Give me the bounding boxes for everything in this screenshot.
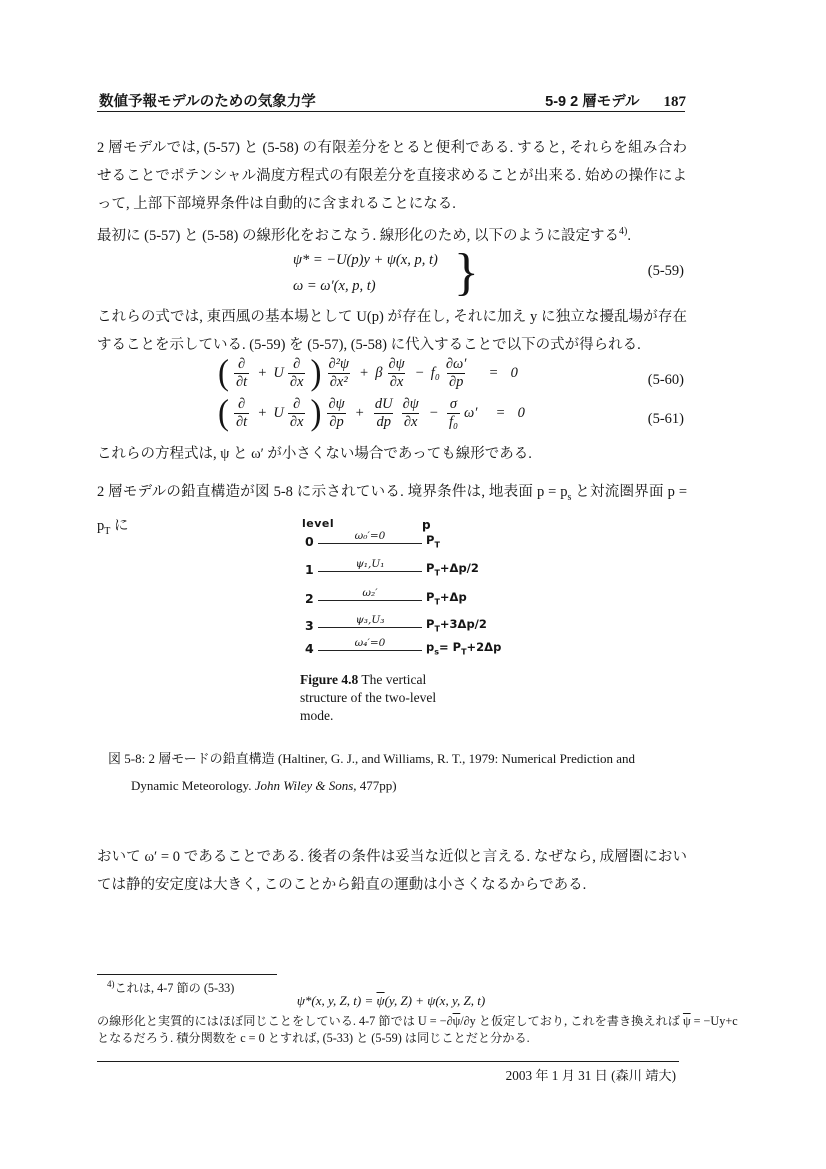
subscript-T: T (104, 525, 111, 537)
fraction-dx: $\frac{\partial}{\partial x}$ (289, 396, 304, 431)
equation-number-5-61: (5-61) (647, 411, 684, 427)
paragraph-linear-remark: これらの方程式は, ψ と ω′ が小さくない場合であっても線形である. (97, 446, 532, 462)
equation-body (293, 247, 438, 299)
section-title: 5-9 2 層モデル (545, 94, 640, 110)
plus-operator: + (360, 365, 369, 382)
figure-level-row-1 (305, 550, 479, 577)
paragraph-linearization (97, 218, 687, 250)
figure-caption-ja-line2: Dynamic Meteorology. John Wiley & Sons, 477pp) (131, 778, 397, 793)
paragraph-boundary-condition: おいて ω′ = 0 であることである. 後者の条件は妥当な近似と言える. なぜなら, 成層圏においては静的安定度は大きく, このことから鉛直の運動は小さくなるからである. (97, 849, 687, 893)
footnote-body-line1: の線形化と実質的にはほぼ同じことをしている. 4-7 節では $U = -\partial\overline{\psi}/\partial y$ と仮定しており, これを書き換えれば $\overline{\psi} = -Uy+c$ (97, 1014, 738, 1028)
level-number: 0 (305, 534, 314, 549)
level-variable-label: ψ₁,U₁ (355, 558, 385, 570)
equation-line-omega: ω = ω′(x, p, t) (293, 278, 376, 294)
paragraph-segment: に (110, 517, 129, 534)
level-number: 1 (305, 562, 314, 577)
variable-omega-prime: ω′ (464, 405, 478, 422)
pressure-label: $P_T$ (426, 532, 440, 549)
figure-axis-label-p: p (422, 518, 431, 532)
right-brace: } (453, 244, 479, 301)
psi-bar: $\overline{\psi}$ (682, 1014, 691, 1028)
figure-number-label: Figure 4.8 (300, 672, 359, 687)
level-number: 2 (305, 591, 314, 606)
fraction-dpsi-dx: $\frac{\partial\psi}{\partial x}$ (402, 396, 419, 431)
level-line (318, 521, 422, 544)
page-header-right (545, 90, 686, 111)
variable-f0: f₀ (430, 365, 440, 382)
minus-operator: − (415, 365, 424, 382)
minus-operator: − (429, 405, 438, 422)
paragraph-finite-difference: 2 層モデルでは, (5-57) と (5-58) の有限差分をとると便利である. すると, それらを組み合わせることでポテンシャル渦度方程式の有限差分を直接求めることが出来る. 始めの操作によって, 上部下部境界条件は自動的に含まれることになる. (97, 140, 687, 212)
equation-5-60 (216, 353, 519, 394)
open-paren: ( (218, 393, 229, 434)
variable-U: U (273, 405, 284, 422)
close-paren: ) (310, 393, 322, 434)
psi-bar: $\overline{\psi}$ (452, 1014, 461, 1028)
psi-bar: $\overline{\psi}$ (376, 993, 385, 1008)
subscript-s: s (567, 491, 572, 503)
caption-line: Figure 4.8 The vertical (300, 672, 427, 687)
footnote-intro: $^{4)}$これは, 4-7 節の (5-33) (107, 979, 235, 996)
rhs-zero: 0 (510, 365, 518, 382)
footer-rule (97, 1061, 679, 1062)
footnote-equation-5-33: ψ*(x, y, Z, $t) = \overline{\psi}(y$, Z) + ψ(x, y, Z, t) (296, 993, 486, 1008)
fraction-dx: $\frac{\partial}{\partial x}$ (289, 356, 304, 391)
level-variable-label: ω₀′=0 (354, 530, 386, 542)
figure-caption-ja-line1: 図 5-8: 2 層モードの鉛直構造 (Haltiner, G. J., and Williams, R. T., 1979: Numerical Prediction and (108, 751, 636, 766)
footnote-body-line2: となるだろう. 積分関数を c = 0 とすれば, (5-33) と (5-59) は同じことだと分かる. (97, 1031, 530, 1045)
pressure-label: $P_T+\Delta p$ (426, 589, 467, 606)
figure-caption-en (300, 671, 545, 725)
equals-sign: = (496, 405, 505, 422)
level-number: 3 (305, 618, 314, 633)
rhs-zero: 0 (517, 405, 525, 422)
pressure-label: $p_s= P_T+2\Delta p$ (426, 639, 502, 656)
open-paren: ( (218, 353, 229, 394)
equals-sign: = (489, 365, 498, 382)
level-number: 4 (305, 641, 314, 656)
figure-level-row-2 (305, 579, 467, 606)
paragraph-segment: 最初に (5-57) と (5-58) の線形化をおこなう. 線形化のため, 以下のように設定する (97, 227, 619, 244)
equation-line-psi: ψ* = −U(p)y + ψ(x, p, t) (293, 252, 438, 268)
level-line (318, 549, 422, 572)
fraction-dpsi-dp: $\frac{\partial\psi}{\partial p}$ (328, 396, 345, 431)
figure-level-row-4 (305, 629, 502, 656)
level-variable-label: ω₄′=0 (354, 637, 386, 649)
variable-U: U (273, 365, 284, 382)
figure-axis-label-level: level (302, 517, 335, 530)
fraction-dU-dp: $\frac{dU}{dp}$ (374, 396, 393, 431)
plus-operator: + (355, 405, 364, 422)
fraction-dt: $\frac{\partial}{\partial t}$ (236, 396, 248, 431)
level-variable-label: ω₂′ (362, 587, 378, 599)
footnote-marker: 4) (107, 979, 115, 989)
footer-date: 2003 年 1 月 31 日 (森川 靖大) (505, 1068, 676, 1083)
page-number: 187 (663, 94, 686, 110)
pressure-label: $P_T+\Delta p/2$ (426, 560, 479, 577)
fraction-d2psi-dx2: $\frac{\text{∂²ψ}}{\text{∂x²}}$ (328, 356, 350, 391)
figure-level-row-3 (305, 606, 487, 633)
level-line (318, 605, 422, 628)
footnote-reference: 4) (618, 226, 628, 237)
paragraph-segment: と対流圏界面 p = p (97, 484, 687, 534)
header-rule (97, 111, 685, 112)
book-title-italic: John Wiley & Sons, (254, 778, 357, 793)
equation-number-5-60: (5-60) (647, 372, 684, 388)
level-line (318, 578, 422, 601)
fraction-domega-dp: $\frac{\partial\omega'}{\partial p}$ (445, 356, 467, 391)
paragraph-segment: 2 層モデルの鉛直構造が図 5-8 に示されている. 境界条件は, 地表面 p = p (97, 484, 568, 500)
equation-5-59 (293, 244, 479, 301)
document-title: 数値予報モデルのための気象力学 (99, 94, 316, 110)
paragraph-basic-field: これらの式では, 東西風の基本場として U(p) が存在し, それに加え y に独立な擾乱場が存在することを示している. (5-59) を (5-57), (5-58) に代入することで以下の式が得られる. (97, 309, 687, 353)
equation-number-5-59: (5-59) (647, 263, 684, 279)
level-line (318, 628, 422, 651)
close-paren: ) (310, 353, 322, 394)
level-variable-label: ψ₃,U₃ (355, 614, 385, 626)
plus-operator: + (258, 405, 267, 422)
footnote-rule (97, 974, 277, 975)
paragraph-segment: . (627, 227, 631, 244)
plus-operator: + (258, 365, 267, 382)
fraction-dpsi-dx: $\frac{\partial\psi}{\partial x}$ (388, 356, 405, 391)
caption-line: mode. (300, 708, 334, 723)
variable-beta: β (375, 365, 383, 382)
fraction-sigma-f0: $\frac{\sigma}{\text{f₀}}$ (448, 396, 459, 431)
figure-level-row-0 (305, 522, 440, 549)
equation-5-61 (216, 393, 526, 434)
pressure-label: $P_T+3\Delta p/2$ (426, 616, 487, 633)
figure-5-8-diagram (300, 515, 545, 667)
caption-line: structure of the two-level (300, 690, 437, 705)
fraction-dt: $\frac{\partial}{\partial t}$ (236, 356, 248, 391)
